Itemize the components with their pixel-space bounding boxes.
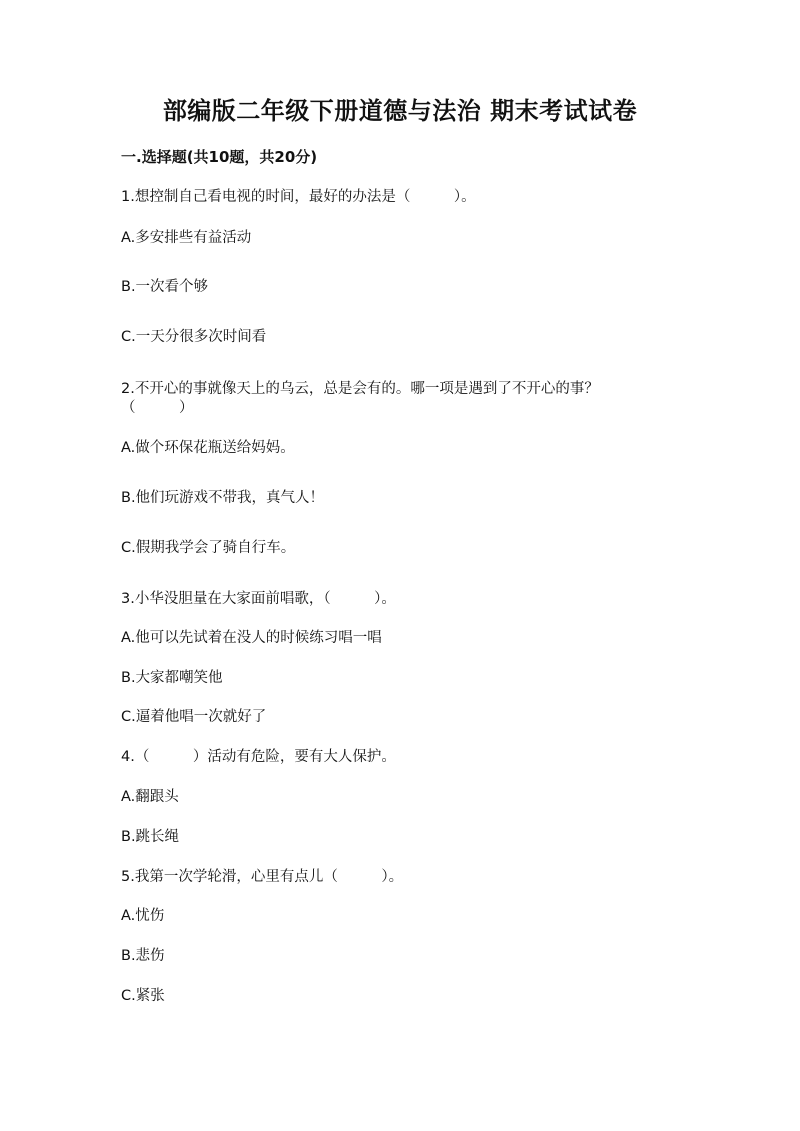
question-2-stem-continued: （ ） (121, 400, 194, 416)
question-1-option-c: C.一天分很多次时间看 (121, 329, 267, 345)
exam-title: 部编版二年级下册道德与法治 期末考试试卷 (162, 96, 638, 125)
question-3-option-b: B.大家都嘲笑他 (121, 670, 223, 686)
question-1-stem: 1.想控制自己看电视的时间，最好的办法是（ ）。 (121, 189, 476, 205)
question-3-option-a: A.他可以先试着在没人的时候练习唱一唱 (121, 630, 382, 646)
question-5-option-c: C.紧张 (121, 988, 165, 1004)
question-4-option-b: B.跳长绳 (121, 829, 180, 845)
question-2-option-a: A.做个环保花瓶送给妈妈。 (121, 440, 295, 456)
question-3-option-c: C.逼着他唱一次就好了 (121, 709, 267, 725)
question-5-option-a: A.忧伤 (121, 908, 165, 924)
question-4-option-a: A.翻跟头 (121, 789, 179, 805)
question-5-option-b: B.悲伤 (121, 948, 165, 964)
question-2-option-c: C.假期我学会了骑自行车。 (121, 540, 296, 556)
question-4-stem: 4.（ ）活动有危险，要有大人保护。 (121, 749, 396, 765)
question-1-option-a: A.多安排些有益活动 (121, 230, 252, 246)
question-1-option-b: B.一次看个够 (121, 279, 209, 295)
question-2-option-b: B.他们玩游戏不带我，真气人！ (121, 490, 325, 506)
question-3-stem: 3.小华没胆量在大家面前唱歌，（ ）。 (121, 591, 396, 607)
section-heading: 一.选择题(共10题，共20分) (121, 148, 318, 166)
question-2-stem: 2.不开心的事就像天上的乌云，总是会有的。哪一项是遇到了不开心的事？ (121, 381, 599, 397)
question-5-stem: 5.我第一次学轮滑，心里有点儿（ ）。 (121, 869, 404, 885)
